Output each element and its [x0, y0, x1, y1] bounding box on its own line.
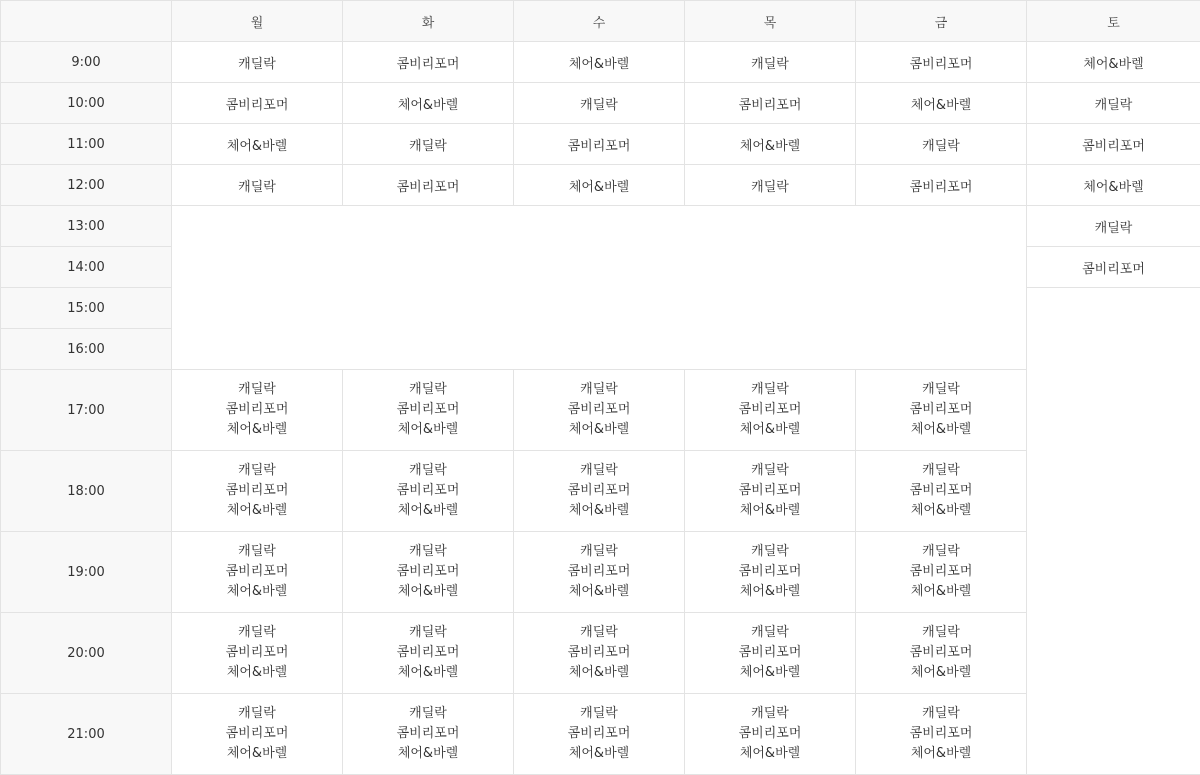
class-chair-barrel: 체어&바렐	[226, 665, 288, 680]
day-header-mon: 월	[172, 1, 343, 42]
class-chair-barrel: 체어&바렐	[397, 422, 459, 437]
day-header-tue: 화	[343, 1, 514, 42]
class-combi-reformer: 콤비리포머	[225, 483, 289, 498]
class-combi-reformer: 콤비리포머	[225, 564, 289, 579]
class-combi-reformer: 콤비리포머	[738, 483, 802, 498]
class-cell: 캐딜락	[856, 124, 1027, 165]
class-cell	[172, 694, 343, 775]
class-combi-reformer: 콤비리포머	[396, 564, 460, 579]
class-cadillac: 캐딜락	[580, 625, 618, 640]
class-cell: 캐딜락	[514, 83, 685, 124]
corner-cell	[1, 1, 172, 42]
header-row	[1, 1, 1200, 42]
class-cadillac: 캐딜락	[922, 706, 960, 721]
day-header-fri: 금	[856, 1, 1027, 42]
class-combi-reformer: 콤비리포머	[225, 726, 289, 741]
class-cadillac: 캐딜락	[238, 463, 276, 478]
class-cell: 캐딜락	[685, 165, 856, 206]
class-cadillac: 캐딜락	[238, 544, 276, 559]
time-row	[1, 165, 1200, 206]
class-cell: 캐딜락	[1027, 83, 1200, 124]
class-combi-reformer: 콤비리포머	[738, 402, 802, 417]
class-cell: 콤비리포머	[1027, 124, 1200, 165]
class-cell: 체어&바렐	[514, 165, 685, 206]
class-cell	[685, 694, 856, 775]
class-cell	[343, 370, 514, 451]
class-cadillac: 캐딜락	[922, 382, 960, 397]
break-block	[172, 206, 1027, 370]
class-cell: 체어&바렐	[856, 83, 1027, 124]
class-cadillac: 캐딜락	[580, 463, 618, 478]
class-cell: 체어&바렐	[1027, 165, 1200, 206]
class-cadillac: 캐딜락	[922, 463, 960, 478]
class-chair-barrel: 체어&바렐	[910, 503, 972, 518]
class-cell: 캐딜락	[172, 165, 343, 206]
class-cell: 캐딜락	[172, 42, 343, 83]
time-label: 16:00	[1, 329, 172, 370]
class-combi-reformer: 콤비리포머	[225, 645, 289, 660]
time-label: 11:00	[1, 124, 172, 165]
class-cell: 체어&바렐	[685, 124, 856, 165]
class-cell: 콤비리포머	[343, 42, 514, 83]
class-cell	[685, 451, 856, 532]
time-row	[1, 532, 1200, 613]
class-combi-reformer: 콤비리포머	[738, 564, 802, 579]
class-cell	[856, 451, 1027, 532]
class-cell: 콤비리포머	[856, 42, 1027, 83]
class-cell	[685, 532, 856, 613]
class-chair-barrel: 체어&바렐	[397, 746, 459, 761]
class-cadillac: 캐딜락	[751, 463, 789, 478]
class-chair-barrel: 체어&바렐	[910, 746, 972, 761]
class-cell	[685, 370, 856, 451]
class-cadillac: 캐딜락	[238, 625, 276, 640]
class-cell: 콤비리포머	[343, 165, 514, 206]
class-chair-barrel: 체어&바렐	[568, 584, 630, 599]
class-cell	[514, 613, 685, 694]
saturday-closed-block	[1027, 288, 1200, 775]
time-row	[1, 206, 1200, 247]
class-cell	[856, 613, 1027, 694]
time-label: 12:00	[1, 165, 172, 206]
class-cell	[514, 532, 685, 613]
class-cadillac: 캐딜락	[751, 544, 789, 559]
class-chair-barrel: 체어&바렐	[226, 584, 288, 599]
class-cadillac: 캐딜락	[580, 382, 618, 397]
time-row	[1, 451, 1200, 532]
class-cell	[856, 370, 1027, 451]
class-chair-barrel: 체어&바렐	[910, 422, 972, 437]
class-combi-reformer: 콤비리포머	[396, 483, 460, 498]
class-combi-reformer: 콤비리포머	[225, 402, 289, 417]
time-row	[1, 124, 1200, 165]
class-cadillac: 캐딜락	[922, 625, 960, 640]
class-cell	[514, 370, 685, 451]
class-chair-barrel: 체어&바렐	[397, 584, 459, 599]
time-label: 20:00	[1, 613, 172, 694]
class-cell	[343, 613, 514, 694]
class-cell	[343, 451, 514, 532]
class-chair-barrel: 체어&바렐	[397, 503, 459, 518]
class-combi-reformer: 콤비리포머	[909, 483, 973, 498]
time-row	[1, 370, 1200, 451]
class-cell	[172, 532, 343, 613]
class-cell: 캐딜락	[685, 42, 856, 83]
class-cell	[172, 613, 343, 694]
day-header-wed: 수	[514, 1, 685, 42]
class-combi-reformer: 콤비리포머	[909, 402, 973, 417]
class-combi-reformer: 콤비리포머	[738, 645, 802, 660]
time-label: 18:00	[1, 451, 172, 532]
class-chair-barrel: 체어&바렐	[568, 665, 630, 680]
class-cell: 콤비리포머	[685, 83, 856, 124]
class-cadillac: 캐딜락	[580, 544, 618, 559]
class-combi-reformer: 콤비리포머	[396, 402, 460, 417]
day-header-thu: 목	[685, 1, 856, 42]
time-label: 21:00	[1, 694, 172, 775]
time-label: 10:00	[1, 83, 172, 124]
class-combi-reformer: 콤비리포머	[567, 564, 631, 579]
class-chair-barrel: 체어&바렐	[226, 746, 288, 761]
class-cadillac: 캐딜락	[409, 463, 447, 478]
class-cadillac: 캐딜락	[922, 544, 960, 559]
class-chair-barrel: 체어&바렐	[910, 584, 972, 599]
class-cell: 캐딜락	[343, 124, 514, 165]
class-cell	[514, 451, 685, 532]
class-chair-barrel: 체어&바렐	[226, 503, 288, 518]
class-combi-reformer: 콤비리포머	[567, 726, 631, 741]
class-chair-barrel: 체어&바렐	[739, 665, 801, 680]
class-chair-barrel: 체어&바렐	[739, 503, 801, 518]
class-cell: 체어&바렐	[1027, 42, 1200, 83]
class-chair-barrel: 체어&바렐	[568, 422, 630, 437]
class-chair-barrel: 체어&바렐	[739, 584, 801, 599]
class-cell: 체어&바렐	[514, 42, 685, 83]
time-label: 13:00	[1, 206, 172, 247]
class-combi-reformer: 콤비리포머	[567, 645, 631, 660]
class-chair-barrel: 체어&바렐	[568, 503, 630, 518]
time-label: 17:00	[1, 370, 172, 451]
class-combi-reformer: 콤비리포머	[396, 645, 460, 660]
class-combi-reformer: 콤비리포머	[909, 564, 973, 579]
class-cadillac: 캐딜락	[238, 706, 276, 721]
class-combi-reformer: 콤비리포머	[909, 645, 973, 660]
class-cell: 캐딜락	[1027, 206, 1200, 247]
class-cell: 콤비리포머	[514, 124, 685, 165]
class-cell	[685, 613, 856, 694]
class-cell	[343, 694, 514, 775]
class-cell	[514, 694, 685, 775]
class-cell	[856, 694, 1027, 775]
time-label: 9:00	[1, 42, 172, 83]
time-row	[1, 694, 1200, 775]
class-chair-barrel: 체어&바렐	[739, 422, 801, 437]
class-chair-barrel: 체어&바렐	[568, 746, 630, 761]
class-combi-reformer: 콤비리포머	[567, 402, 631, 417]
class-combi-reformer: 콤비리포머	[396, 726, 460, 741]
class-cadillac: 캐딜락	[580, 706, 618, 721]
class-cadillac: 캐딜락	[409, 706, 447, 721]
class-cell	[856, 532, 1027, 613]
class-cell: 체어&바렐	[172, 124, 343, 165]
time-row	[1, 613, 1200, 694]
class-combi-reformer: 콤비리포머	[567, 483, 631, 498]
time-label: 14:00	[1, 247, 172, 288]
day-header-sat: 토	[1027, 1, 1200, 42]
class-cadillac: 캐딜락	[751, 382, 789, 397]
class-cadillac: 캐딜락	[238, 382, 276, 397]
class-cell	[343, 532, 514, 613]
time-label: 19:00	[1, 532, 172, 613]
class-cadillac: 캐딜락	[409, 625, 447, 640]
class-cell: 콤비리포머	[1027, 247, 1200, 288]
time-row	[1, 83, 1200, 124]
class-cadillac: 캐딜락	[751, 706, 789, 721]
class-cell: 체어&바렐	[343, 83, 514, 124]
class-cell	[172, 370, 343, 451]
class-cell: 콤비리포머	[856, 165, 1027, 206]
class-chair-barrel: 체어&바렐	[739, 746, 801, 761]
class-cadillac: 캐딜락	[751, 625, 789, 640]
class-cadillac: 캐딜락	[409, 382, 447, 397]
class-cell	[172, 451, 343, 532]
time-row	[1, 42, 1200, 83]
class-chair-barrel: 체어&바렐	[226, 422, 288, 437]
time-label: 15:00	[1, 288, 172, 329]
class-cadillac: 캐딜락	[409, 544, 447, 559]
class-chair-barrel: 체어&바렐	[910, 665, 972, 680]
class-combi-reformer: 콤비리포머	[738, 726, 802, 741]
class-combi-reformer: 콤비리포머	[909, 726, 973, 741]
class-cell: 콤비리포머	[172, 83, 343, 124]
class-chair-barrel: 체어&바렐	[397, 665, 459, 680]
